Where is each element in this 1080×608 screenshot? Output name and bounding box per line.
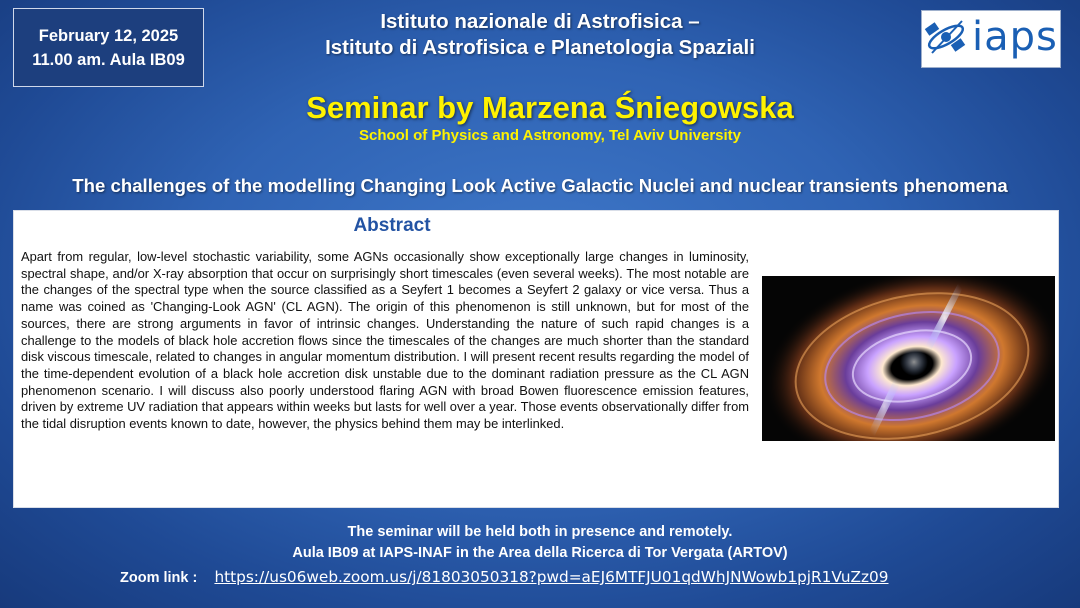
black-hole-image	[762, 276, 1055, 441]
zoom-row	[120, 565, 889, 589]
footer-location: Aula IB09 at IAPS-INAF in the Area della Ricerca di Tor Vergata (ARTOV)	[292, 545, 788, 561]
time-room-text: 11.00 am. Aula IB09	[32, 50, 185, 69]
zoom-label: Zoom link :	[120, 570, 198, 586]
footer-presence-note: The seminar will be held both in presence and remotely.	[347, 524, 733, 540]
seminar-title: Seminar by Marzena Śniegowska	[306, 90, 794, 125]
date-text: February 12, 2025	[38, 26, 179, 45]
talk-title: The challenges of the modelling Changing Look Active Galactic Nuclei and nuclear transients phenomena	[72, 175, 1008, 196]
institute-line-1: Istituto nazionale di Astrofisica –	[380, 10, 700, 33]
iaps-logo	[921, 10, 1061, 68]
institute-line-2: Istituto di Astrofisica e Planetologia Spaziali	[325, 36, 755, 59]
logo-text: iaps	[972, 14, 1058, 60]
abstract-panel	[13, 210, 1059, 508]
abstract-text: Apart from regular, low-level stochastic variability, some AGNs occasionally show exceptionally large changes in luminosity, spectral shape, and/or X-ray absorption that occur on surprisingly short timescales (even several weeks). The most notable are the changes of the spectral type when the source classified as a Seyfert 1 becomes a Seyfert 2 galaxy or vice versa. Thus a name was coined as 'Changing-Look AGN' (CL AGN). The origin of this phenomenon is still unknown, but for most of the sources, there are strong arguments in favor of intrinsic changes. Understanding the nature of such rapid changes is a challenge to the models of black hole accretion flows since the timescales of the changes are much shorter than the standard disk viscous timescale, related to changes in angular momentum distribution. I will present recent results regarding the model of the time-dependent evolution of a black hole accretion disk unstable due to the dominant radiation pressure as the CL AGN phenomenon scenario. I will discuss also poorly understood flaring AGN with broad Bowen fluorescence emission features, driven by extreme UV radiation that appears within weeks but lasts for well over a year. Those events observationally differ from the tidal disruption events known to date, however, the physics behind them may be interlinked.	[21, 249, 749, 432]
zoom-link[interactable]: https://us06web.zoom.us/j/81803050318?pwd=aEJ6MTFJU01qdWhJNWowb1pjR1VuZz09	[214, 568, 889, 586]
abstract-heading: Abstract	[353, 215, 431, 236]
date-box	[13, 8, 204, 87]
speaker-affiliation: School of Physics and Astronomy, Tel Aviv University	[358, 127, 742, 144]
